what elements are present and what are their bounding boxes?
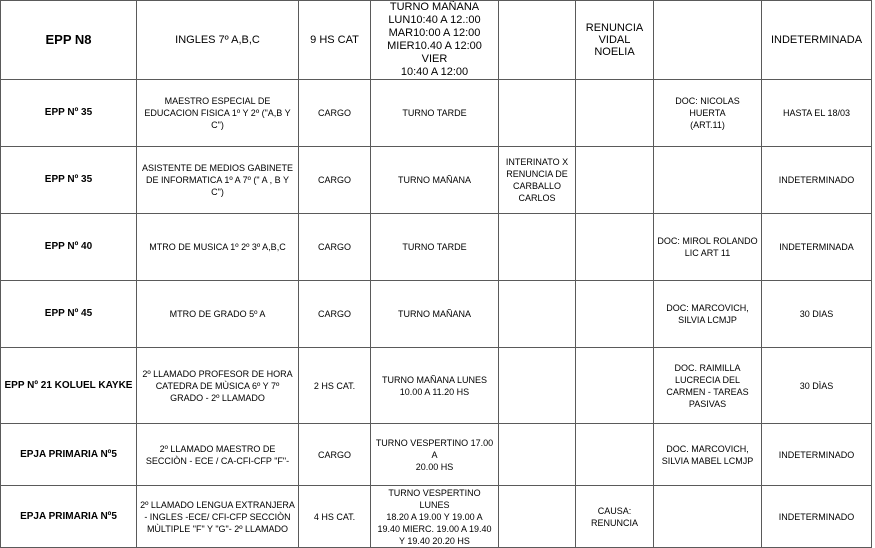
notes-cell — [576, 348, 654, 424]
school-cell: EPP Nº 45 — [1, 281, 137, 348]
reason-cell: INTERINATO X RENUNCIA DE CARBALLO CARLOS — [499, 147, 576, 214]
subject-cell: 2º LLAMADO PROFESOR DE HORA CATEDRA DE MÙSICA 6º Y 7º GRADO - 2º LLAMADO — [137, 348, 299, 424]
replaces-cell — [654, 1, 762, 80]
notes-cell — [576, 147, 654, 214]
notes-cell — [576, 80, 654, 147]
table-row — [1, 214, 872, 281]
hours-cell: CARGO — [299, 424, 371, 486]
school-cell: EPP Nº 40 — [1, 214, 137, 281]
notes-cell — [576, 281, 654, 348]
hours-cell: CARGO — [299, 80, 371, 147]
notes-cell — [576, 214, 654, 281]
duration-cell: INDETERMINADO — [762, 424, 872, 486]
shift-cell: TURNO TARDE — [371, 80, 499, 147]
hours-cell: CARGO — [299, 214, 371, 281]
reason-cell — [499, 214, 576, 281]
shift-cell: TURNO MAÑANA LUNES 10.00 A 11.20 HS — [371, 348, 499, 424]
reason-cell — [499, 1, 576, 80]
school-cell: EPJA PRIMARIA Nº5 — [1, 486, 137, 548]
table-row — [1, 486, 872, 548]
table-row — [1, 1, 872, 80]
replaces-cell: DOC: MIROL ROLANDO LIC ART 11 — [654, 214, 762, 281]
reason-cell — [499, 348, 576, 424]
replaces-cell: DOC: MARCOVICH, SILVIA LCMJP — [654, 281, 762, 348]
notes-cell — [576, 424, 654, 486]
reason-cell — [499, 80, 576, 147]
shift-cell: TURNO MAÑANA — [371, 281, 499, 348]
duration-cell: INDETERMINADO — [762, 147, 872, 214]
replaces-cell: DOC. MARCOVICH, SILVIA MABEL LCMJP — [654, 424, 762, 486]
table-row — [1, 147, 872, 214]
table-row — [1, 281, 872, 348]
subject-cell: 2º LLAMADO LENGUA EXTRANJERA - INGLES -ECE/ CFI-CFP SECCIÒN MÙLTIPLE "F" Y "G"- 2º LLAMADO — [137, 486, 299, 548]
duration-cell: 30 DIAS — [762, 281, 872, 348]
replaces-cell: DOC: NICOLAS HUERTA (ART.11) — [654, 80, 762, 147]
notes-cell: CAUSA: RENUNCIA — [576, 486, 654, 548]
shift-cell: TURNO MAÑANA LUN10:40 A 12.:00 MAR10:00 A 12:00 MIER10.40 A 12:00 VIER 10:40 A 12:00 — [371, 1, 499, 80]
duration-cell: INDETERMINADO — [762, 486, 872, 548]
subject-cell: MAESTRO ESPECIAL DE EDUCACION FISICA 1º Y 2º ("A,B Y C") — [137, 80, 299, 147]
school-cell: EPJA PRIMARIA Nº5 — [1, 424, 137, 486]
notes-cell: RENUNCIA VIDAL NOELIA — [576, 1, 654, 80]
replaces-cell — [654, 486, 762, 548]
school-cell: EPP Nº 21 KOLUEL KAYKE — [1, 348, 137, 424]
table-row — [1, 424, 872, 486]
hours-cell: CARGO — [299, 147, 371, 214]
subject-cell: MTRO DE MUSICA 1º 2º 3º A,B,C — [137, 214, 299, 281]
reason-cell — [499, 424, 576, 486]
hours-cell: 9 HS CAT — [299, 1, 371, 80]
subject-cell: ASISTENTE DE MEDIOS GABINETE DE INFORMATICA 1º A 7º (" A , B Y C") — [137, 147, 299, 214]
duration-cell: INDETERMINADA — [762, 214, 872, 281]
subject-cell: 2º LLAMADO MAESTRO DE SECCIÒN - ECE / CA-CFI-CFP "F"- — [137, 424, 299, 486]
hours-cell: CARGO — [299, 281, 371, 348]
table-body — [1, 1, 872, 548]
table-row — [1, 348, 872, 424]
school-cell: EPP N8 — [1, 1, 137, 80]
shift-cell: TURNO MAÑANA — [371, 147, 499, 214]
shift-cell: TURNO VESPERTINO 17.00 A 20.00 HS — [371, 424, 499, 486]
school-cell: EPP Nº 35 — [1, 147, 137, 214]
reason-cell — [499, 486, 576, 548]
table-row — [1, 80, 872, 147]
replaces-cell — [654, 147, 762, 214]
duration-cell: HASTA EL 18/03 — [762, 80, 872, 147]
subject-cell: MTRO DE GRADO 5º A — [137, 281, 299, 348]
school-cell: EPP Nº 35 — [1, 80, 137, 147]
replaces-cell: DOC. RAIMILLA LUCRECIA DEL CARMEN - TAREAS PASIVAS — [654, 348, 762, 424]
shift-cell: TURNO VESPERTINO LUNES 18.20 A 19.00 Y 19.00 A 19.40 MIERC. 19.00 A 19.40 Y 19.40 20.20 HS — [371, 486, 499, 548]
hours-cell: 2 HS CAT. — [299, 348, 371, 424]
reason-cell — [499, 281, 576, 348]
duration-cell: INDETERMINADA — [762, 1, 872, 80]
duration-cell: 30 DÌAS — [762, 348, 872, 424]
shift-cell: TURNO TARDE — [371, 214, 499, 281]
subject-cell: INGLES 7º A,B,C — [137, 1, 299, 80]
hours-cell: 4 HS CAT. — [299, 486, 371, 548]
